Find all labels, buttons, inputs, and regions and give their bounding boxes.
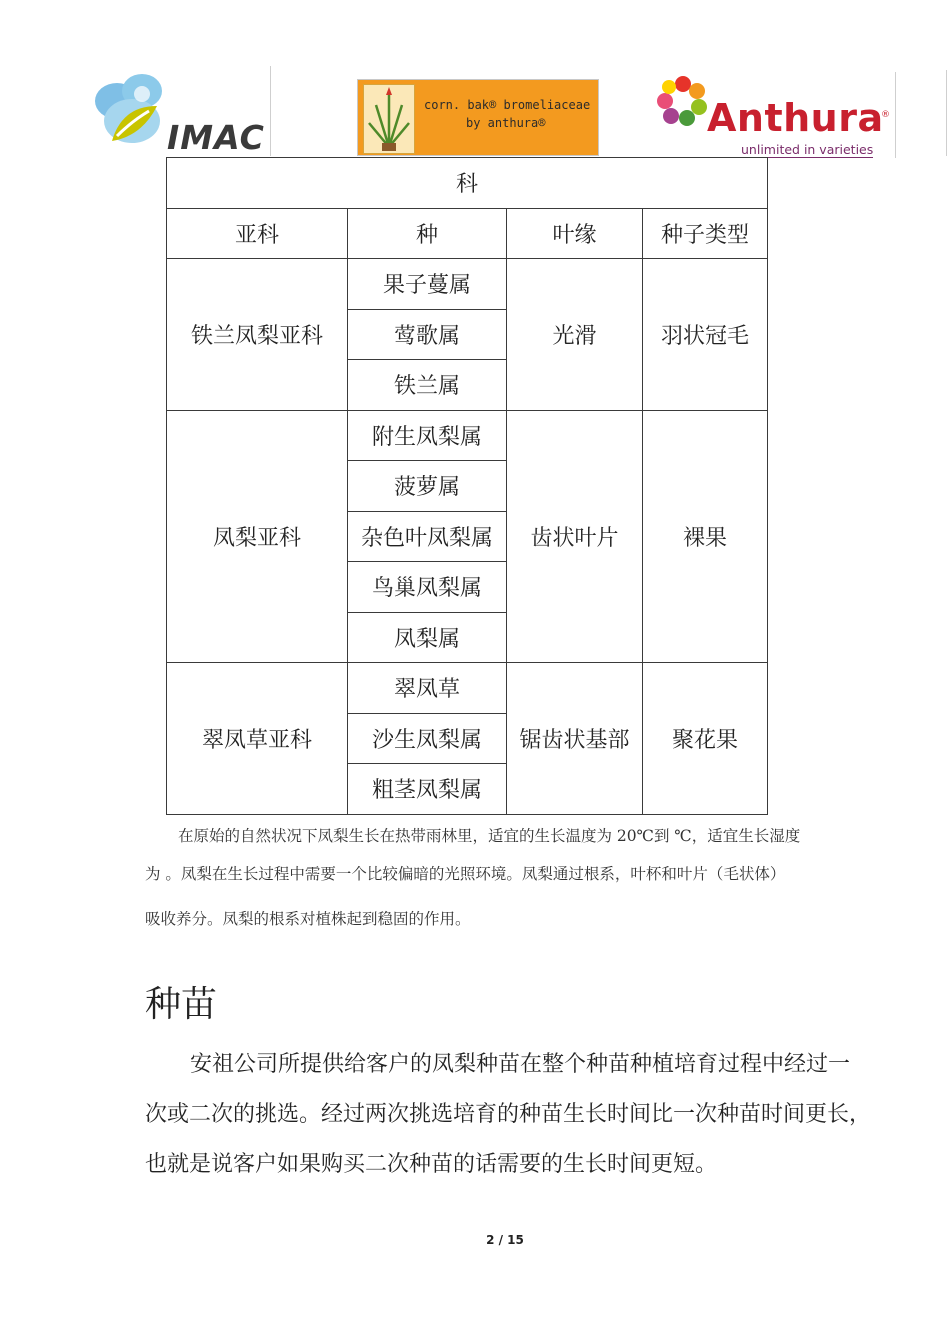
table-row bbox=[167, 663, 768, 714]
corn-logo-line2: by anthura® bbox=[466, 116, 546, 130]
paragraph-line: 吸收养分。凤梨的根系对植株起到稳固的作用。 bbox=[145, 910, 471, 928]
subfamily-cell: 铁兰凤梨亚科 bbox=[167, 259, 348, 411]
genus-cell: 菠萝属 bbox=[348, 461, 507, 512]
genus-cell: 铁兰属 bbox=[348, 360, 507, 411]
anthura-logo bbox=[655, 72, 896, 158]
bromeliad-classification-table bbox=[166, 157, 768, 815]
genus-cell: 凤梨属 bbox=[348, 612, 507, 663]
corn-logo-line1: corn. bak® bromeliaceae bbox=[424, 98, 591, 112]
imac-logo-text: IMAC bbox=[167, 118, 265, 157]
imac-cloud-leaf-icon bbox=[87, 66, 177, 156]
header-divider bbox=[946, 70, 947, 156]
registered-mark: ® bbox=[881, 110, 890, 120]
genus-cell: 沙生凤梨属 bbox=[348, 713, 507, 764]
header-seed-type: 种子类型 bbox=[643, 208, 768, 259]
header-genus: 种 bbox=[348, 208, 507, 259]
leaf-margin-cell: 光滑 bbox=[507, 259, 643, 411]
genus-cell: 粗茎凤梨属 bbox=[348, 764, 507, 815]
paragraph-line: 安祖公司所提供给客户的凤梨种苗在整个种苗种植培育过程中经过一 bbox=[190, 1052, 851, 1077]
bromeliad-plant-icon bbox=[363, 84, 415, 154]
imac-logo bbox=[87, 66, 271, 156]
anthura-tagline: unlimited in varieties bbox=[741, 142, 874, 157]
section-heading: 种苗 bbox=[145, 984, 218, 1025]
seed-type-cell: 聚花果 bbox=[643, 663, 768, 815]
genus-cell: 杂色叶凤梨属 bbox=[348, 511, 507, 562]
subfamily-cell: 翠凤草亚科 bbox=[167, 663, 348, 815]
genus-cell: 鸟巢凤梨属 bbox=[348, 562, 507, 613]
subfamily-cell: 凤梨亚科 bbox=[167, 410, 348, 663]
paragraph-line: 也就是说客户如果购买二次种苗的话需要的生长时间更短。 bbox=[145, 1152, 718, 1177]
table-title-row bbox=[167, 158, 768, 209]
table-title: 科 bbox=[167, 158, 768, 209]
table-row bbox=[167, 259, 768, 310]
paragraph-line: 在原始的自然状况下凤梨生长在热带雨林里，适宜的生长温度为 20℃到 ℃，适宜生长湿度 bbox=[178, 827, 801, 845]
genus-cell: 附生凤梨属 bbox=[348, 410, 507, 461]
header-leaf-margin: 叶缘 bbox=[507, 208, 643, 259]
leaf-margin-cell: 锯齿状基部 bbox=[507, 663, 643, 815]
header-subfamily: 亚科 bbox=[167, 208, 348, 259]
seed-type-cell: 羽状冠毛 bbox=[643, 259, 768, 411]
table-row bbox=[167, 410, 768, 461]
table-header-row bbox=[167, 208, 768, 259]
paragraph-line: 为 。凤梨在生长过程中需要一个比较偏暗的光照环境。凤梨通过根系，叶杯和叶片（毛状体） bbox=[145, 865, 786, 883]
genus-cell: 果子蔓属 bbox=[348, 259, 507, 310]
genus-cell: 翠凤草 bbox=[348, 663, 507, 714]
paragraph-line: 次或二次的挑选。经过两次挑选培育的种苗生长时间比一次种苗时间更长， bbox=[145, 1102, 872, 1127]
anthura-flower-icon bbox=[657, 74, 709, 126]
genus-cell: 莺歌属 bbox=[348, 309, 507, 360]
anthura-logo-text: Anthura bbox=[707, 96, 884, 140]
leaf-margin-cell: 齿状叶片 bbox=[507, 410, 643, 663]
corn-bak-logo bbox=[357, 79, 599, 156]
seed-type-cell: 裸果 bbox=[643, 410, 768, 663]
page-number: 2 / 15 bbox=[486, 1233, 524, 1247]
